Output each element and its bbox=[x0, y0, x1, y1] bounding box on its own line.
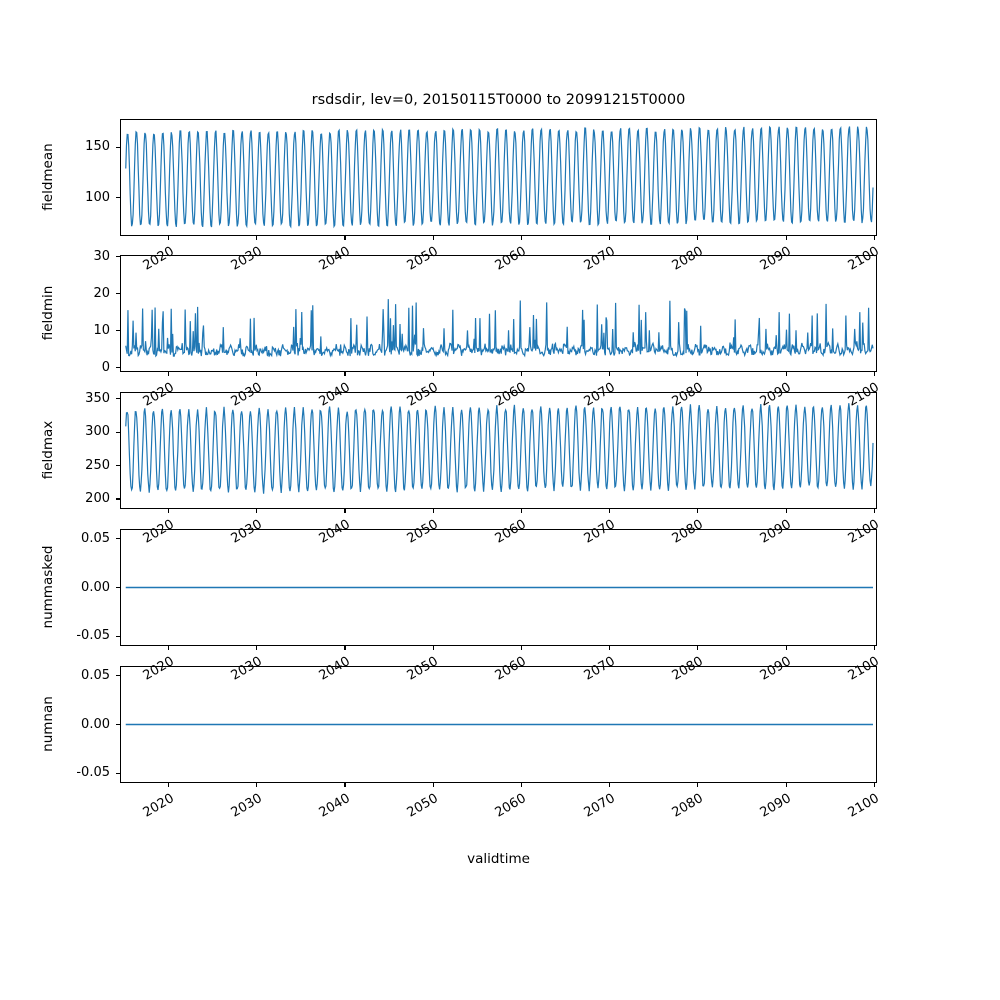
x-tick-label: 2020 bbox=[140, 380, 177, 410]
x-tick-label: 2080 bbox=[669, 791, 706, 821]
y-tick-label: 0.00 bbox=[81, 716, 110, 732]
y-tick-label: 200 bbox=[85, 490, 110, 506]
x-tick-label: 2100 bbox=[845, 791, 883, 821]
x-tick-mark bbox=[521, 236, 522, 240]
x-tick-label: 2030 bbox=[228, 654, 265, 684]
x-tick-mark bbox=[256, 372, 257, 376]
x-tick-mark bbox=[874, 646, 875, 650]
x-tick-label: 2090 bbox=[757, 517, 794, 547]
x-tick-mark bbox=[168, 372, 169, 376]
x-tick-mark bbox=[256, 509, 257, 513]
x-tick-mark bbox=[697, 646, 698, 650]
y-axis-label-fieldmax: fieldmax bbox=[40, 420, 56, 479]
x-tick-mark bbox=[433, 783, 434, 787]
x-tick-label: 2020 bbox=[140, 791, 177, 821]
data-line bbox=[126, 299, 873, 356]
x-tick-label: 2070 bbox=[581, 654, 618, 684]
x-tick-mark bbox=[609, 372, 610, 376]
x-tick-mark bbox=[168, 509, 169, 513]
subplot-fieldmean bbox=[120, 119, 877, 236]
x-tick-mark bbox=[697, 236, 698, 240]
y-tick-mark bbox=[116, 675, 120, 676]
y-tick-mark bbox=[116, 498, 120, 499]
x-tick-label: 2060 bbox=[493, 517, 530, 547]
x-tick-label: 2100 bbox=[845, 380, 883, 410]
x-tick-label: 2020 bbox=[140, 244, 177, 274]
y-tick-label: 10 bbox=[93, 322, 110, 338]
x-tick-mark bbox=[168, 236, 169, 240]
x-tick-label: 2060 bbox=[493, 654, 530, 684]
x-tick-label: 2020 bbox=[140, 654, 177, 684]
x-tick-mark bbox=[697, 783, 698, 787]
data-line bbox=[126, 127, 873, 228]
x-tick-label: 2080 bbox=[669, 654, 706, 684]
x-tick-label: 2070 bbox=[581, 244, 618, 274]
x-tick-mark bbox=[874, 372, 875, 376]
x-tick-label: 2060 bbox=[493, 791, 530, 821]
x-tick-label: 2050 bbox=[404, 654, 441, 684]
y-tick-label: 0.05 bbox=[81, 667, 110, 683]
x-tick-mark bbox=[874, 783, 875, 787]
y-tick-label: 150 bbox=[85, 139, 110, 155]
x-tick-mark bbox=[344, 509, 345, 513]
x-tick-mark bbox=[786, 646, 787, 650]
x-tick-label: 2040 bbox=[316, 791, 353, 821]
x-tick-label: 2100 bbox=[845, 517, 883, 547]
y-tick-label: 0 bbox=[101, 359, 110, 375]
x-tick-label: 2090 bbox=[757, 654, 794, 684]
y-tick-mark bbox=[116, 724, 120, 725]
x-tick-mark bbox=[609, 646, 610, 650]
x-tick-mark bbox=[786, 236, 787, 240]
y-axis-label-fieldmean: fieldmean bbox=[40, 142, 56, 211]
x-tick-mark bbox=[697, 372, 698, 376]
x-tick-label: 2100 bbox=[845, 654, 883, 684]
y-tick-mark bbox=[116, 538, 120, 539]
x-tick-label: 2050 bbox=[404, 244, 441, 274]
y-tick-mark bbox=[116, 398, 120, 399]
x-tick-mark bbox=[521, 509, 522, 513]
x-tick-label: 2020 bbox=[140, 517, 177, 547]
y-tick-label: 0.00 bbox=[81, 579, 110, 595]
y-tick-mark bbox=[116, 636, 120, 637]
x-tick-label: 2040 bbox=[316, 380, 353, 410]
x-tick-mark bbox=[874, 509, 875, 513]
x-tick-label: 2080 bbox=[669, 244, 706, 274]
y-tick-label: 20 bbox=[93, 285, 110, 301]
x-tick-label: 2090 bbox=[757, 380, 794, 410]
x-tick-label: 2040 bbox=[316, 244, 353, 274]
x-tick-label: 2070 bbox=[581, 517, 618, 547]
y-tick-mark bbox=[116, 367, 120, 368]
y-axis-label-nummasked: nummasked bbox=[40, 545, 56, 628]
x-tick-mark bbox=[521, 372, 522, 376]
x-axis-label: validtime bbox=[467, 851, 530, 867]
x-tick-mark bbox=[786, 509, 787, 513]
x-tick-label: 2060 bbox=[493, 244, 530, 274]
y-tick-mark bbox=[116, 330, 120, 331]
x-tick-mark bbox=[521, 783, 522, 787]
x-tick-label: 2050 bbox=[404, 791, 441, 821]
y-tick-mark bbox=[116, 197, 120, 198]
x-tick-mark bbox=[433, 372, 434, 376]
y-tick-label: -0.05 bbox=[76, 765, 110, 781]
x-tick-mark bbox=[256, 646, 257, 650]
x-tick-mark bbox=[344, 236, 345, 240]
y-tick-label: 100 bbox=[85, 189, 110, 205]
y-axis-label-fieldmin: fieldmin bbox=[40, 285, 56, 340]
x-tick-mark bbox=[344, 372, 345, 376]
y-tick-label: 300 bbox=[85, 424, 110, 440]
chart-title: rsdsdir, lev=0, 20150115T0000 to 20991215T0000 bbox=[311, 92, 686, 108]
y-tick-label: 250 bbox=[85, 457, 110, 473]
x-tick-mark bbox=[697, 509, 698, 513]
y-tick-mark bbox=[116, 773, 120, 774]
y-tick-mark bbox=[116, 147, 120, 148]
y-tick-mark bbox=[116, 465, 120, 466]
y-tick-mark bbox=[116, 587, 120, 588]
x-tick-label: 2070 bbox=[581, 380, 618, 410]
x-tick-mark bbox=[609, 236, 610, 240]
x-tick-mark bbox=[256, 236, 257, 240]
x-tick-mark bbox=[786, 783, 787, 787]
x-tick-label: 2060 bbox=[493, 380, 530, 410]
x-tick-label: 2050 bbox=[404, 517, 441, 547]
x-tick-mark bbox=[786, 372, 787, 376]
x-tick-label: 2040 bbox=[316, 654, 353, 684]
x-tick-label: 2080 bbox=[669, 517, 706, 547]
x-tick-mark bbox=[433, 646, 434, 650]
y-axis-label-numnan: numnan bbox=[40, 695, 56, 752]
x-tick-label: 2090 bbox=[757, 791, 794, 821]
x-tick-label: 2040 bbox=[316, 517, 353, 547]
y-tick-mark bbox=[116, 293, 120, 294]
x-tick-mark bbox=[344, 783, 345, 787]
data-line bbox=[126, 403, 873, 493]
y-tick-mark bbox=[116, 432, 120, 433]
x-tick-label: 2030 bbox=[228, 791, 265, 821]
x-tick-mark bbox=[874, 236, 875, 240]
x-tick-label: 2030 bbox=[228, 517, 265, 547]
y-tick-label: -0.05 bbox=[76, 628, 110, 644]
x-tick-mark bbox=[344, 646, 345, 650]
x-tick-mark bbox=[256, 783, 257, 787]
x-tick-label: 2090 bbox=[757, 244, 794, 274]
y-tick-mark bbox=[116, 256, 120, 257]
x-tick-label: 2080 bbox=[669, 380, 706, 410]
x-tick-mark bbox=[433, 236, 434, 240]
x-tick-label: 2030 bbox=[228, 244, 265, 274]
x-tick-mark bbox=[609, 783, 610, 787]
y-tick-label: 30 bbox=[93, 248, 110, 264]
x-tick-label: 2070 bbox=[581, 791, 618, 821]
x-tick-mark bbox=[433, 509, 434, 513]
x-tick-mark bbox=[168, 646, 169, 650]
x-tick-label: 2100 bbox=[845, 244, 883, 274]
x-tick-mark bbox=[168, 783, 169, 787]
x-tick-label: 2030 bbox=[228, 380, 265, 410]
y-tick-label: 0.05 bbox=[81, 530, 110, 546]
x-tick-label: 2050 bbox=[404, 380, 441, 410]
x-tick-mark bbox=[521, 646, 522, 650]
x-tick-mark bbox=[609, 509, 610, 513]
y-tick-label: 350 bbox=[85, 390, 110, 406]
